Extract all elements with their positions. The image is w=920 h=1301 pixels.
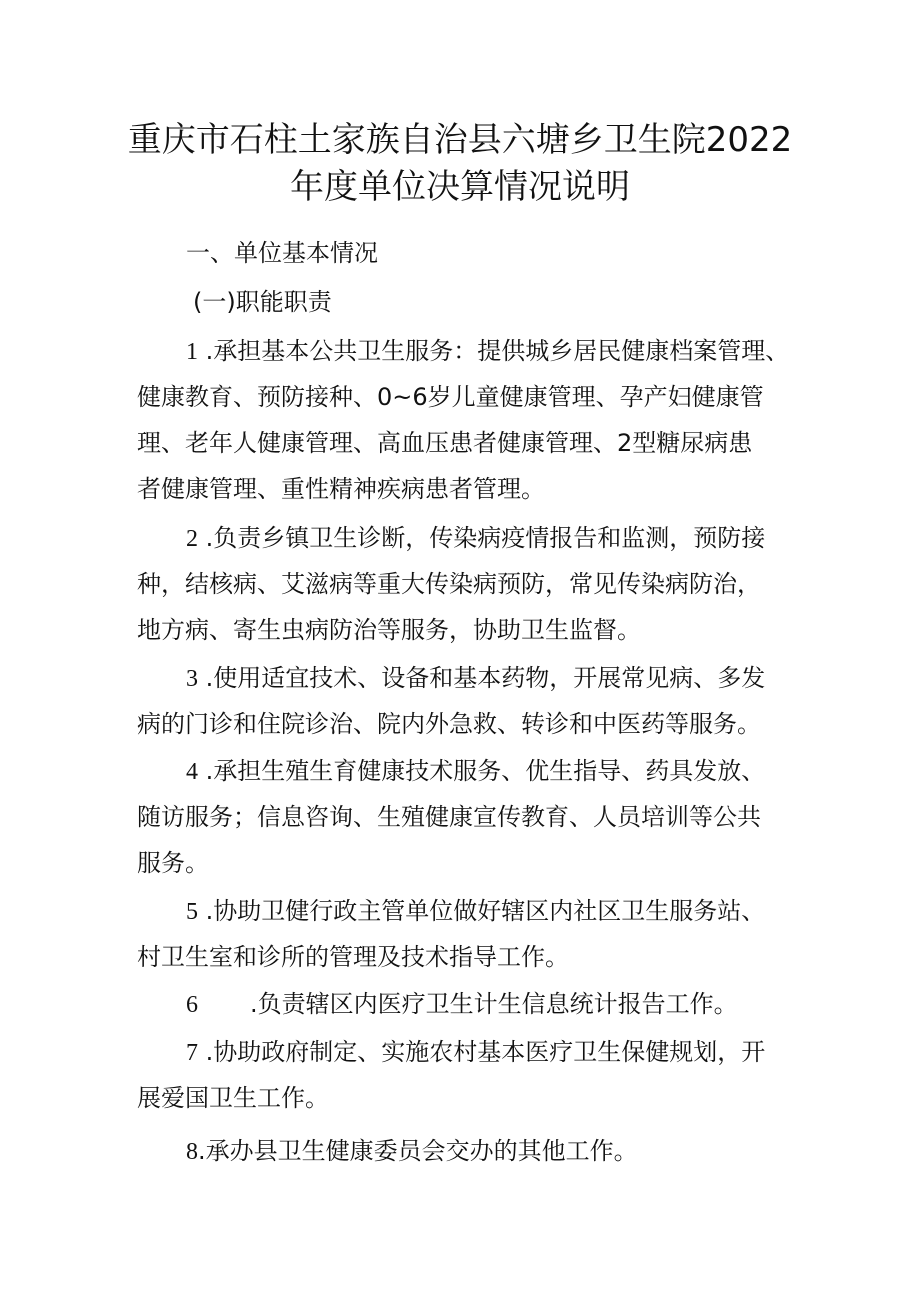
item-text: .协助政府制定、实施农村基本医疗卫生保健规划，开 (205, 1038, 766, 1066)
item-line (186, 1135, 638, 1168)
item-text: .负责辖区内医疗卫生计生信息统计报告工作。 (250, 990, 738, 1018)
item-line (186, 662, 765, 695)
item-text: .承担生殖生育健康技术服务、优生指导、药具发放、 (205, 757, 766, 785)
item-number: 6 (186, 992, 198, 1018)
item-number: 5 (186, 899, 198, 925)
item-line (186, 895, 765, 928)
item-line: 地方病、寄生虫病防治等服务，协助卫生监督。 (137, 616, 641, 644)
item-text: .协助卫健行政主管单位做好辖区内社区卫生服务站、 (205, 897, 766, 925)
item-number: 3 (186, 666, 198, 692)
item-line (186, 988, 738, 1021)
document-title-line1: 重庆市石柱土家族自治县六塘乡卫生院2022 (127, 120, 793, 160)
item-line (186, 755, 765, 788)
item-number: 1 (186, 339, 198, 365)
item-line: 理、老年人健康管理、高血压患者健康管理、2型糖尿病患 (137, 429, 753, 457)
item-line: 健康教育、预防接种、0~6岁儿童健康管理、孕产妇健康管 (137, 383, 764, 411)
document-title-line2: 年度单位决算情况说明 (290, 167, 630, 207)
item-line: 服务。 (137, 849, 209, 877)
item-text: .承担基本公共卫生服务：提供城乡居民健康档案管理、 (205, 337, 790, 365)
item-line: 随访服务；信息咨询、生殖健康宣传教育、人员培训等公共 (137, 803, 761, 831)
item-line (186, 335, 789, 368)
item-text: .使用适宜技术、设备和基本药物，开展常见病、多发 (205, 664, 766, 692)
item-number: 4 (186, 759, 198, 785)
item-number: 8 (186, 1139, 198, 1165)
section1-heading: 一、单位基本情况 (186, 239, 378, 267)
item-line: 种，结核病、艾滋病等重大传染病预防，常见传染病防治， (137, 570, 761, 598)
item-text: .负责乡镇卫生诊断，传染病疫情报告和监测，预防接 (205, 524, 766, 552)
item-line: 者健康管理、重性精神疾病患者管理。 (137, 475, 545, 503)
item-line: 病的门诊和住院诊治、院内外急救、转诊和中医药等服务。 (137, 710, 761, 738)
subsection1-heading: (一)职能职责 (193, 288, 332, 316)
item-number: 7 (186, 1040, 198, 1066)
item-line: 村卫生室和诊所的管理及技术指导工作。 (137, 943, 569, 971)
item-line (186, 1036, 765, 1069)
item-line: 展爱国卫生工作。 (137, 1084, 329, 1112)
item-line (186, 522, 765, 555)
item-text: .承办县卫生健康委员会交办的其他工作。 (198, 1137, 638, 1165)
item-number: 2 (186, 526, 198, 552)
